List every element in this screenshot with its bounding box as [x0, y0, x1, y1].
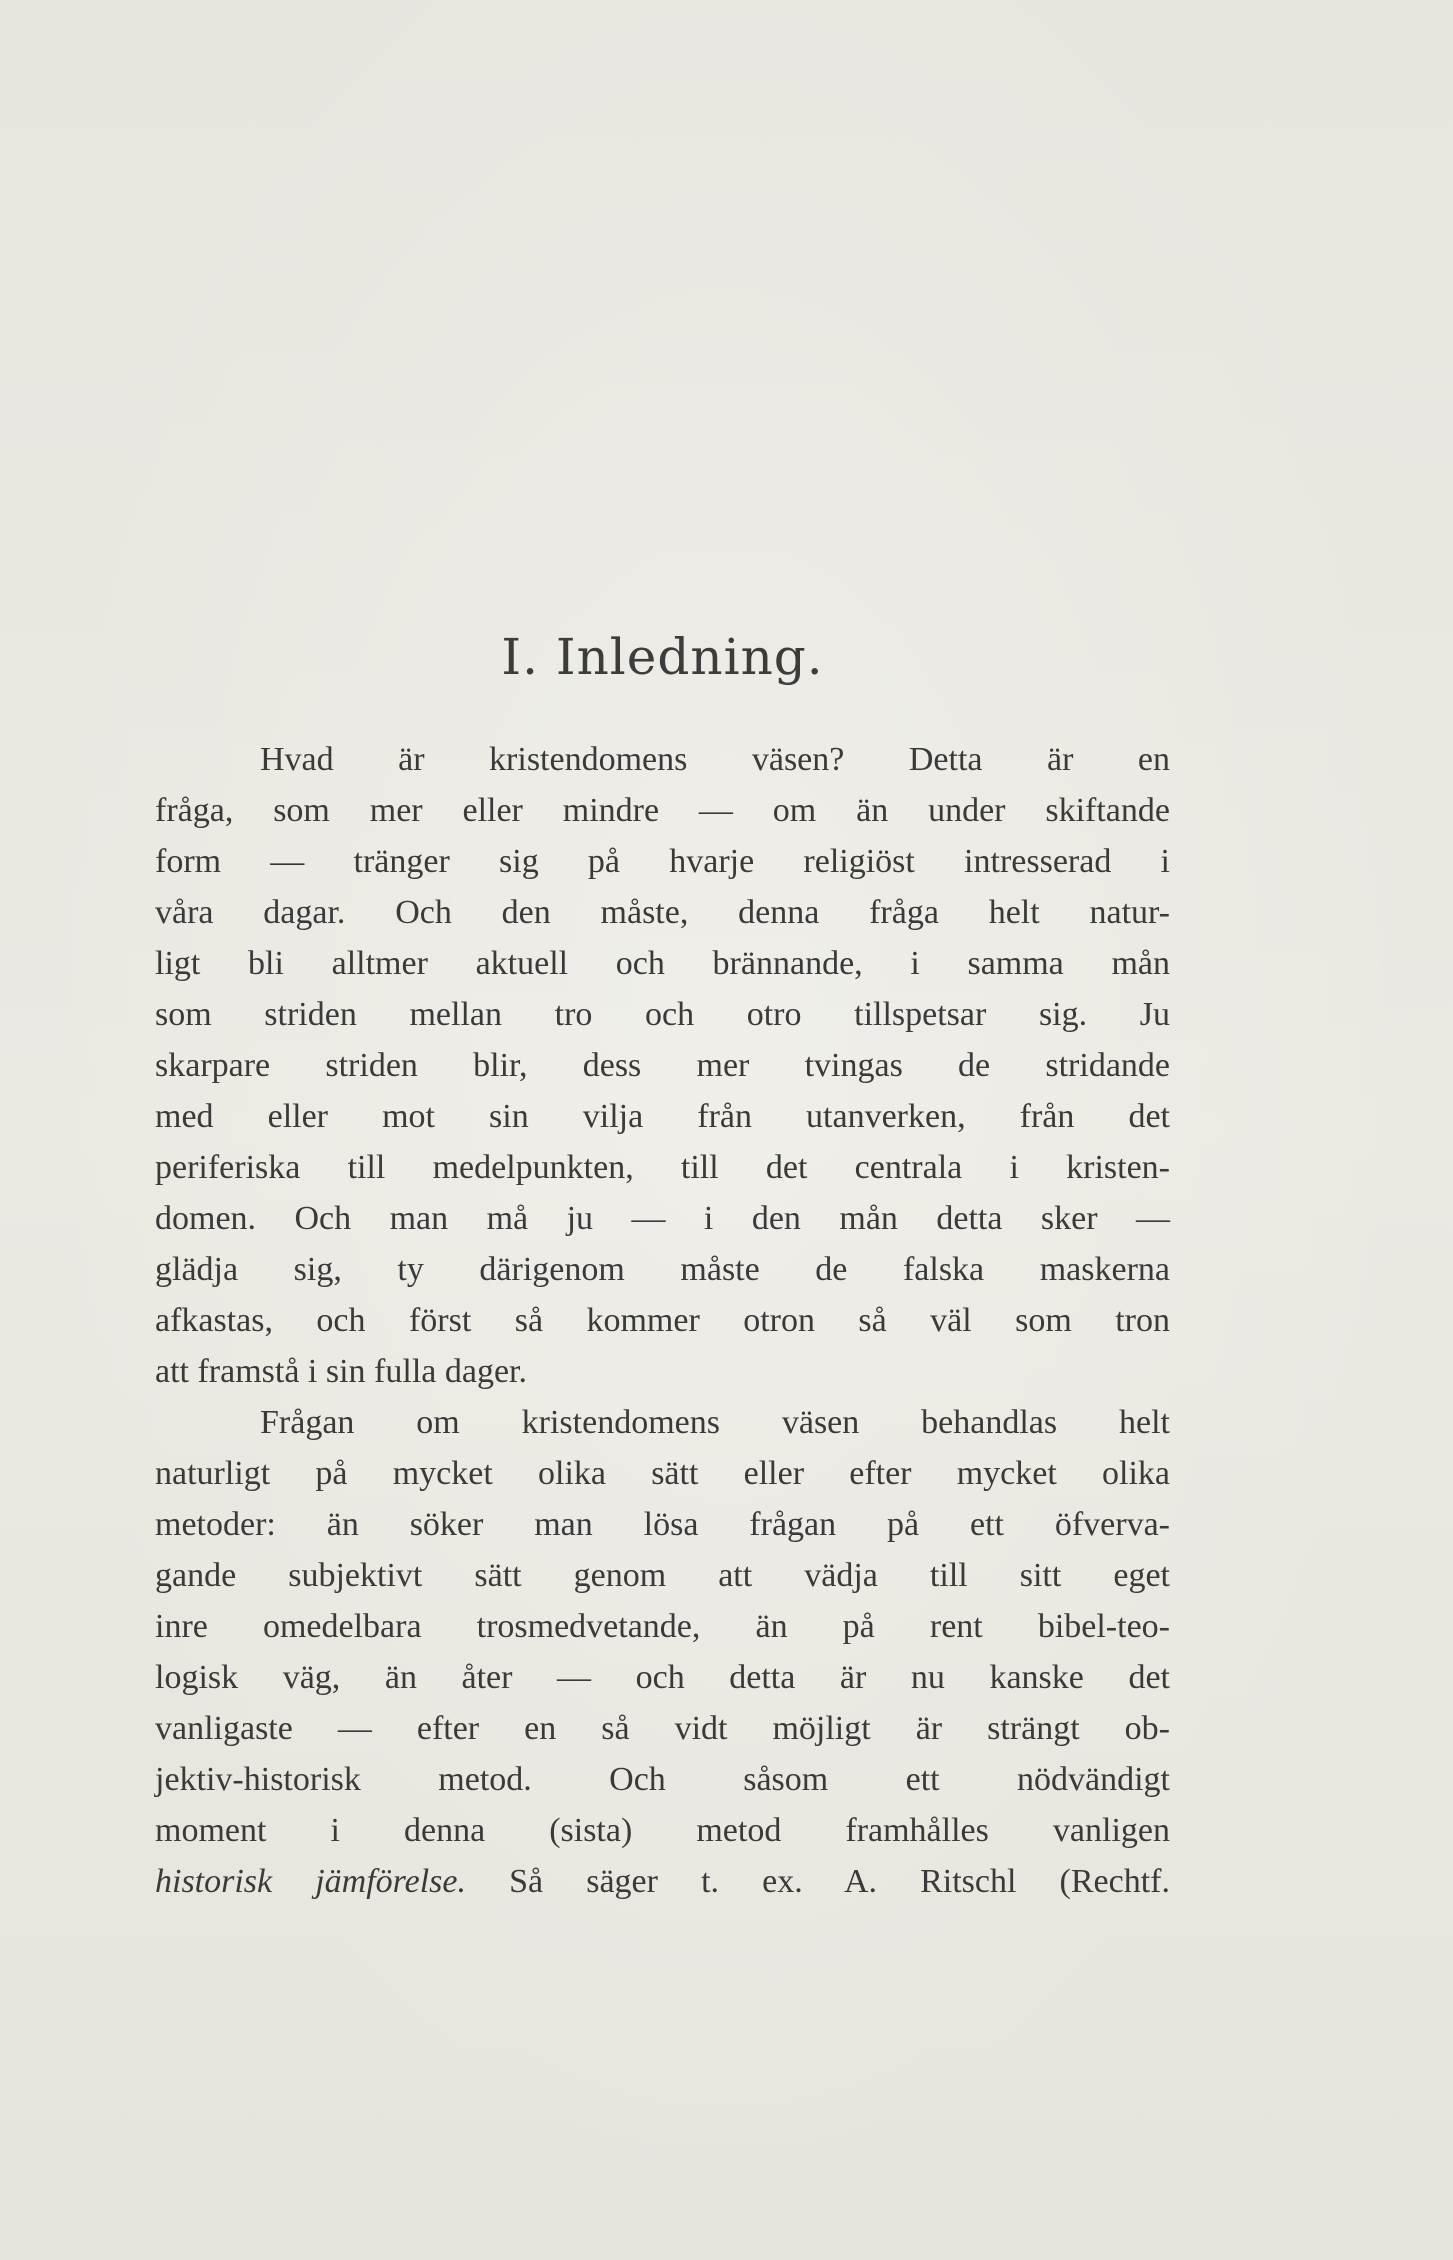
text-line: våra dagar. Och den måste, denna fråga helt natur-	[155, 894, 1170, 931]
italic-phrase: historisk jämförelse.	[155, 1863, 467, 1900]
text-line: inre omedelbara trosmedvetande, än på rent bibel-teo-	[155, 1608, 1170, 1645]
text-line: fråga, som mer eller mindre — om än under skiftande	[155, 792, 1170, 829]
text-line: skarpare striden blir, dess mer tvingas de stridande	[155, 1047, 1170, 1084]
text-line: periferiska till medelpunkten, till det centrala i kristen-	[155, 1149, 1170, 1186]
text-line: med eller mot sin vilja från utanverken, från det	[155, 1098, 1170, 1135]
text-line: naturligt på mycket olika sätt eller efter mycket olika	[155, 1455, 1170, 1492]
text-line: form — tränger sig på hvarje religiöst intresserad i	[155, 843, 1170, 880]
text-line: Frågan om kristendomens väsen behandlas helt	[260, 1404, 1170, 1441]
text-line: jektiv-historisk metod. Och såsom ett nödvändigt	[155, 1761, 1170, 1798]
text-line: ligt bli alltmer aktuell och brännande, i samma mån	[155, 945, 1170, 982]
text-line: Hvad är kristendomens väsen? Detta är en	[260, 741, 1170, 778]
text-line: afkastas, och först så kommer otron så väl som tron	[155, 1302, 1170, 1339]
text-line: vanligaste — efter en så vidt möjligt är strängt ob-	[155, 1710, 1170, 1747]
text-line-final	[155, 1856, 1170, 1908]
text-line: moment i denna (sista) metod framhålles vanligen	[155, 1812, 1170, 1849]
text-line: metoder: än söker man lösa frågan på ett öfverva-	[155, 1506, 1170, 1543]
text-fragment: Så säger t. ex. A. Ritschl (Rechtf.	[466, 1863, 1170, 1900]
text-line: som striden mellan tro och otro tillspetsar sig. Ju	[155, 996, 1170, 1033]
chapter-heading: I. Inledning.	[501, 628, 824, 686]
text-line: glädja sig, ty därigenom måste de falska maskerna	[155, 1251, 1170, 1288]
text-line: gande subjektivt sätt genom att vädja till sitt eget	[155, 1557, 1170, 1594]
text-line: att framstå i sin fulla dager.	[155, 1353, 527, 1390]
text-line: domen. Och man må ju — i den mån detta sker —	[155, 1200, 1170, 1237]
text-line: logisk väg, än åter — och detta är nu kanske det	[155, 1659, 1170, 1696]
